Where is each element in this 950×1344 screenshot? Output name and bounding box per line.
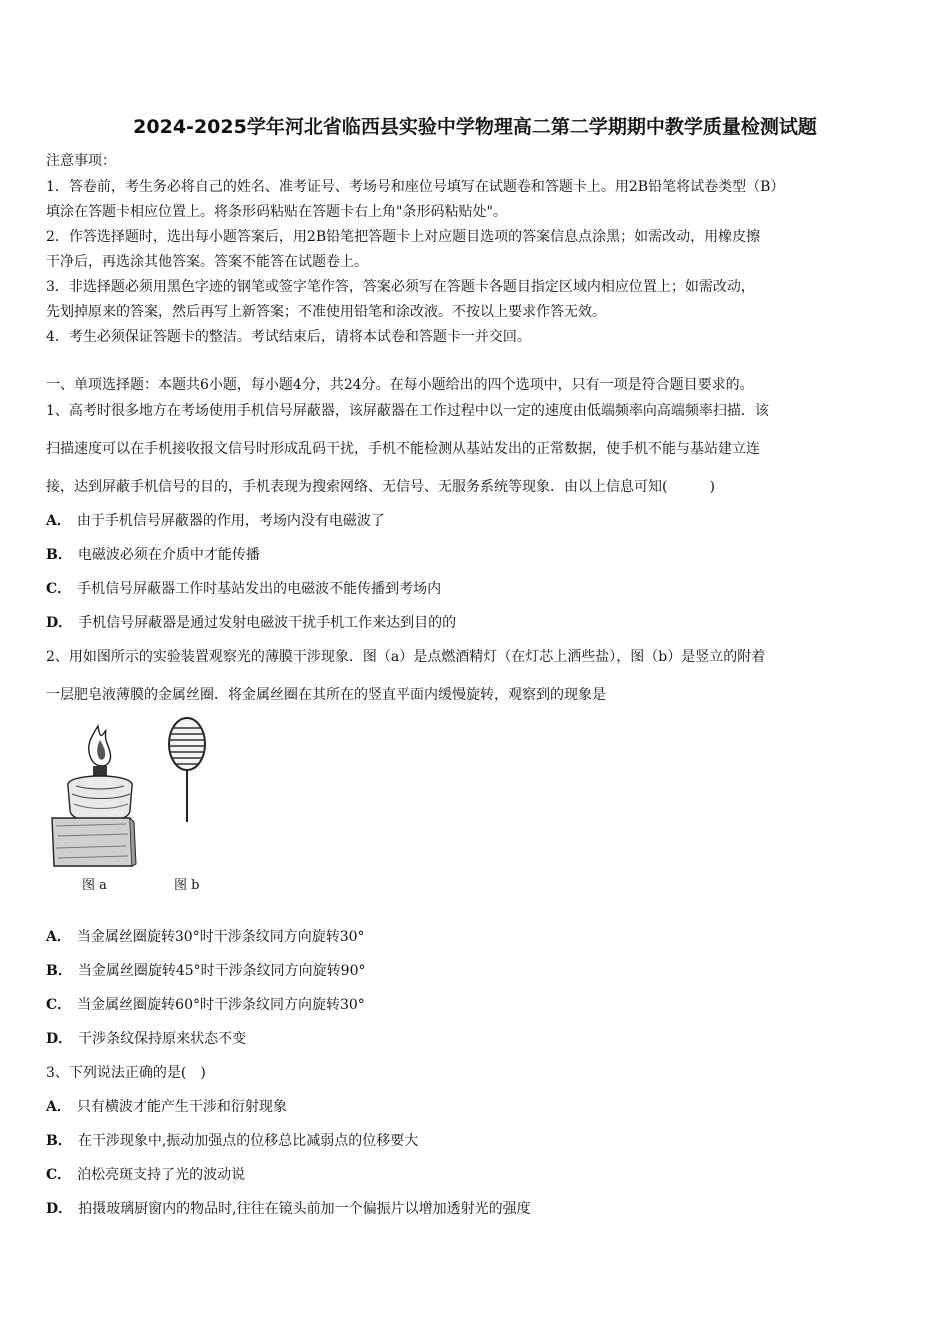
notice-line: 先划掉原来的答案，然后再写上新答案；不准使用铅笔和涂改液。不按以上要求作答无效。: [46, 304, 606, 320]
q1-stem: 接，达到屏蔽手机信号的目的，手机表现为搜索网络、无信号、无服务系统等现象．由以上信息可知( ): [46, 479, 715, 495]
q2-option-c: C． 当金属丝圈旋转60°时干涉条纹同方向旋转30°: [46, 997, 365, 1013]
q3-option-d: D． 拍摄玻璃厨窗内的物品时,往往在镜头前加一个偏振片以增加透射光的强度: [46, 1201, 531, 1217]
notice-line: 1．答卷前，考生务必将自己的姓名、准考证号、考场号和座位号填写在试题卷和答题卡上。用2B铅笔将试卷类型（B）: [46, 179, 785, 195]
q1-option-d: D． 手机信号屏蔽器是通过发射电磁波干扰手机工作来达到目的的: [46, 615, 457, 631]
notice-line: 3．非选择题必须用黑色字迹的钢笔或签字笔作答，答案必须写在答题卡各题目指定区域内相应位置上；如需改动，: [46, 279, 755, 295]
wire-loop-figure: [169, 718, 205, 822]
notice-heading: 注意事项：: [46, 153, 116, 169]
notice-line: 2．作答选择题时，选出每小题答案后，用2B铅笔把答题卡上对应题目选项的答案信息点涂黑；如需改动，用橡皮擦: [46, 229, 761, 245]
q1-stem: 扫描速度可以在手机接收报文信号时形成乱码干扰，手机不能检测从基站发出的正常数据，使手机不能与基站建立连: [46, 441, 760, 457]
q1-option-c: C． 手机信号屏蔽器工作时基站发出的电磁波不能传播到考场内: [46, 581, 442, 597]
q3-stem: 3、下列说法正确的是( ): [46, 1065, 206, 1081]
experiment-figure: [46, 714, 246, 904]
q3-option-c: C． 泊松亮斑支持了光的波动说: [46, 1167, 246, 1183]
figure-b-caption: 图 b: [174, 878, 200, 893]
q2-stem: 2、用如图所示的实验装置观察光的薄膜干涉现象．图（a）是点燃酒精灯（在灯芯上洒些盐），图（b）是竖立的附着: [46, 649, 766, 665]
figure-a-caption: 图 a: [82, 878, 107, 893]
q1-stem: 1、高考时很多地方在考场使用手机信号屏蔽器，该屏蔽器在工作过程中以一定的速度由低端频率向高端频率扫描．该: [46, 403, 769, 419]
experiment-illustration: [46, 714, 246, 904]
q3-option-a: A． 只有横波才能产生干涉和衍射现象: [46, 1099, 287, 1115]
section-heading: 一、单项选择题：本题共6小题，每小题4分，共24分。在每小题给出的四个选项中，只有一项是符合题目要求的。: [46, 377, 754, 393]
alcohol-lamp-figure: [52, 726, 136, 866]
q3-option-b: B． 在干涉现象中,振动加强点的位移总比减弱点的位移要大: [46, 1133, 419, 1149]
q2-stem: 一层肥皂液薄膜的金属丝圈．将金属丝圈在其所在的竖直平面内缓慢旋转，观察到的现象是: [46, 687, 606, 703]
q2-option-d: D． 干涉条纹保持原来状态不变: [46, 1031, 247, 1047]
notice-line: 干净后，再选涂其他答案。答案不能答在试题卷上。: [46, 254, 368, 270]
q1-option-a: A． 由于手机信号屏蔽器的作用，考场内没有电磁波了: [46, 513, 385, 529]
notice-line: 填涂在答题卡相应位置上。将条形码粘贴在答题卡右上角"条形码粘贴处"。: [46, 204, 507, 220]
q1-option-b: B． 电磁波必须在介质中才能传播: [46, 547, 260, 563]
notice-line: 4．考生必须保证答题卡的整洁。考试结束后，请将本试卷和答题卡一并交回。: [46, 329, 531, 345]
page-title: 2024-2025学年河北省临西县实验中学物理高二第二学期期中教学质量检测试题: [133, 116, 817, 138]
q2-option-b: B． 当金属丝圈旋转45°时干涉条纹同方向旋转90°: [46, 963, 366, 979]
q2-option-a: A． 当金属丝圈旋转30°时干涉条纹同方向旋转30°: [46, 929, 365, 945]
